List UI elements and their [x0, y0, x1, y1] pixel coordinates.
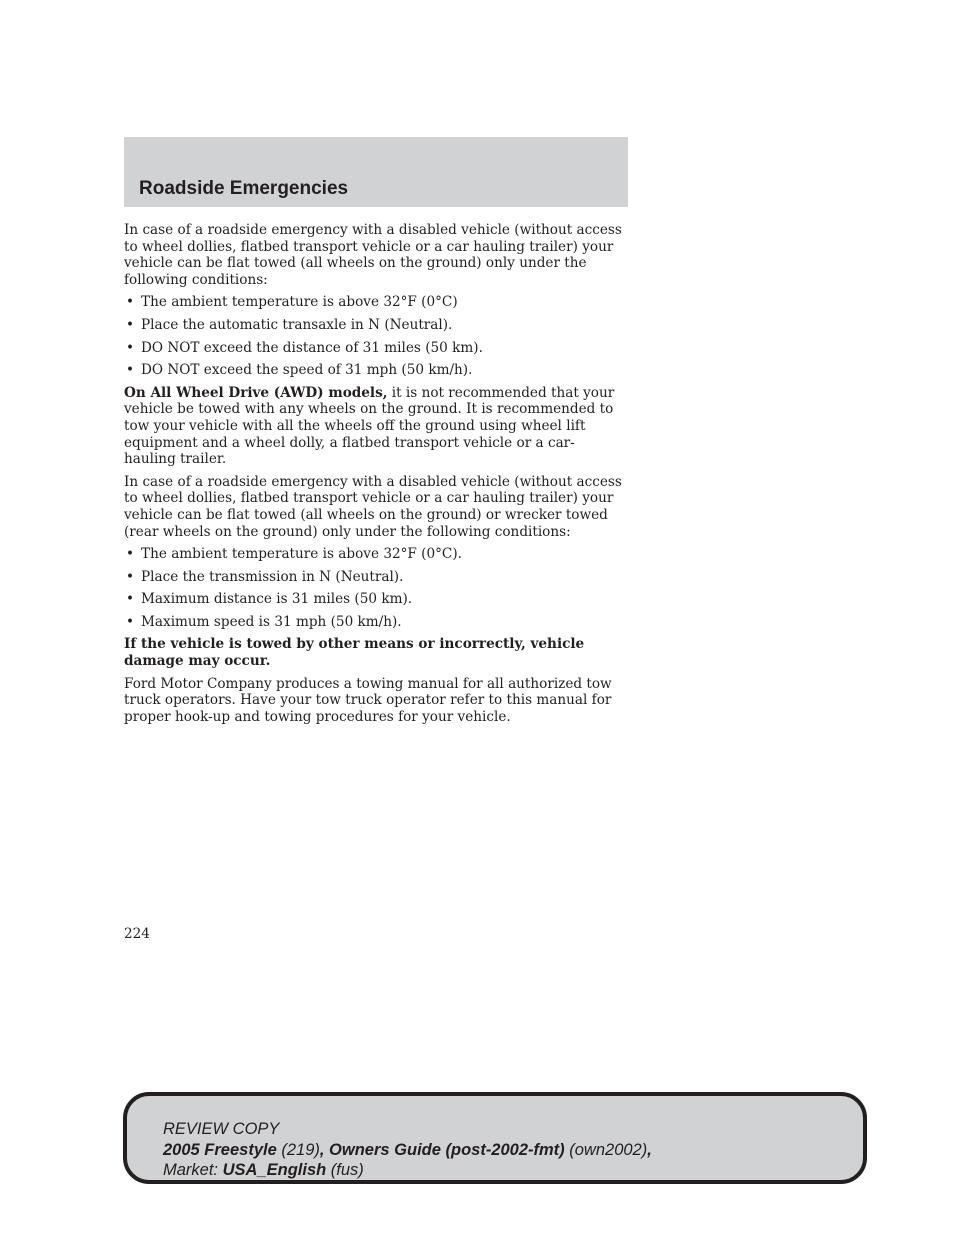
list-item: • Maximum speed is 31 mph (50 km/h).	[126, 613, 402, 630]
list-item: • DO NOT exceed the speed of 31 mph (50 km/h).	[126, 362, 473, 379]
bullet-icon: •	[126, 316, 135, 333]
towing-manual-paragraph: Ford Motor Company produces a towing manual for all authorized tow truck operators. Have your tow truck operator refer to this manual for proper hook-up and towing procedures for your vehicle.	[124, 675, 612, 725]
review-copy-footer	[123, 1092, 867, 1184]
bullet-icon: •	[126, 294, 135, 311]
section-title: Roadside Emergencies	[139, 178, 349, 199]
list-item: • DO NOT exceed the distance of 31 miles (50 km).	[126, 339, 483, 356]
list-item: • The ambient temperature is above 32°F (0°C).	[126, 546, 462, 563]
wrecker-tow-conditions-list	[124, 546, 624, 630]
awd-lead: On All Wheel Drive (AWD) models,	[124, 384, 388, 401]
page-number: 224	[124, 926, 150, 942]
list-item: • Maximum distance is 31 miles (50 km).	[126, 591, 413, 608]
bullet-icon: •	[126, 591, 135, 608]
flat-tow-intro: In case of a roadside emergency with a disabled vehicle (without access to wheel dollies, flatbed transport vehicle or a car hauling trailer) your vehicle can be flat towed (all wheels on the ground) only under the following conditions:	[124, 222, 622, 288]
list-item: • Place the automatic transaxle in N (Neutral).	[126, 316, 453, 333]
list-item: • The ambient temperature is above 32°F (0°C)	[126, 294, 458, 311]
flat-tow-conditions-list	[124, 294, 624, 378]
review-copy-label: REVIEW COPY	[163, 1120, 280, 1138]
awd-paragraph	[124, 385, 624, 468]
damage-warning: If the vehicle is towed by other means or incorrectly, vehicle damage may occur.	[124, 636, 585, 670]
bullet-icon: •	[126, 362, 135, 379]
footer-text	[163, 1119, 652, 1181]
market-line: Market: USA_English (fus)	[163, 1161, 364, 1179]
wrecker-tow-intro: In case of a roadside emergency with a disabled vehicle (without access to wheel dollies, flatbed transport vehicle or a car hauling trailer) your vehicle can be flat towed (all wheels on the ground) or wrecker towed (rear wheels on the ground) only under the following conditions:	[124, 473, 622, 540]
bullet-icon: •	[126, 568, 135, 585]
publication-line: 2005 Freestyle (219), Owners Guide (post-2002-fmt) (own2002),	[163, 1140, 652, 1159]
awd-text: it is not recommended that your vehicle be towed with any wheels on the ground. It is recommended to tow your vehicle with all the wheels off the ground using wheel lift equipment and a wheel dolly, a flatbed transport vehicle or a car-hauling trailer.	[124, 384, 615, 468]
bullet-icon: •	[126, 339, 135, 356]
section-header-band	[124, 137, 628, 207]
bullet-icon: •	[126, 546, 135, 563]
list-item: • Place the transmission in N (Neutral).	[126, 568, 404, 585]
bullet-icon: •	[126, 613, 135, 630]
page-content	[124, 222, 624, 731]
